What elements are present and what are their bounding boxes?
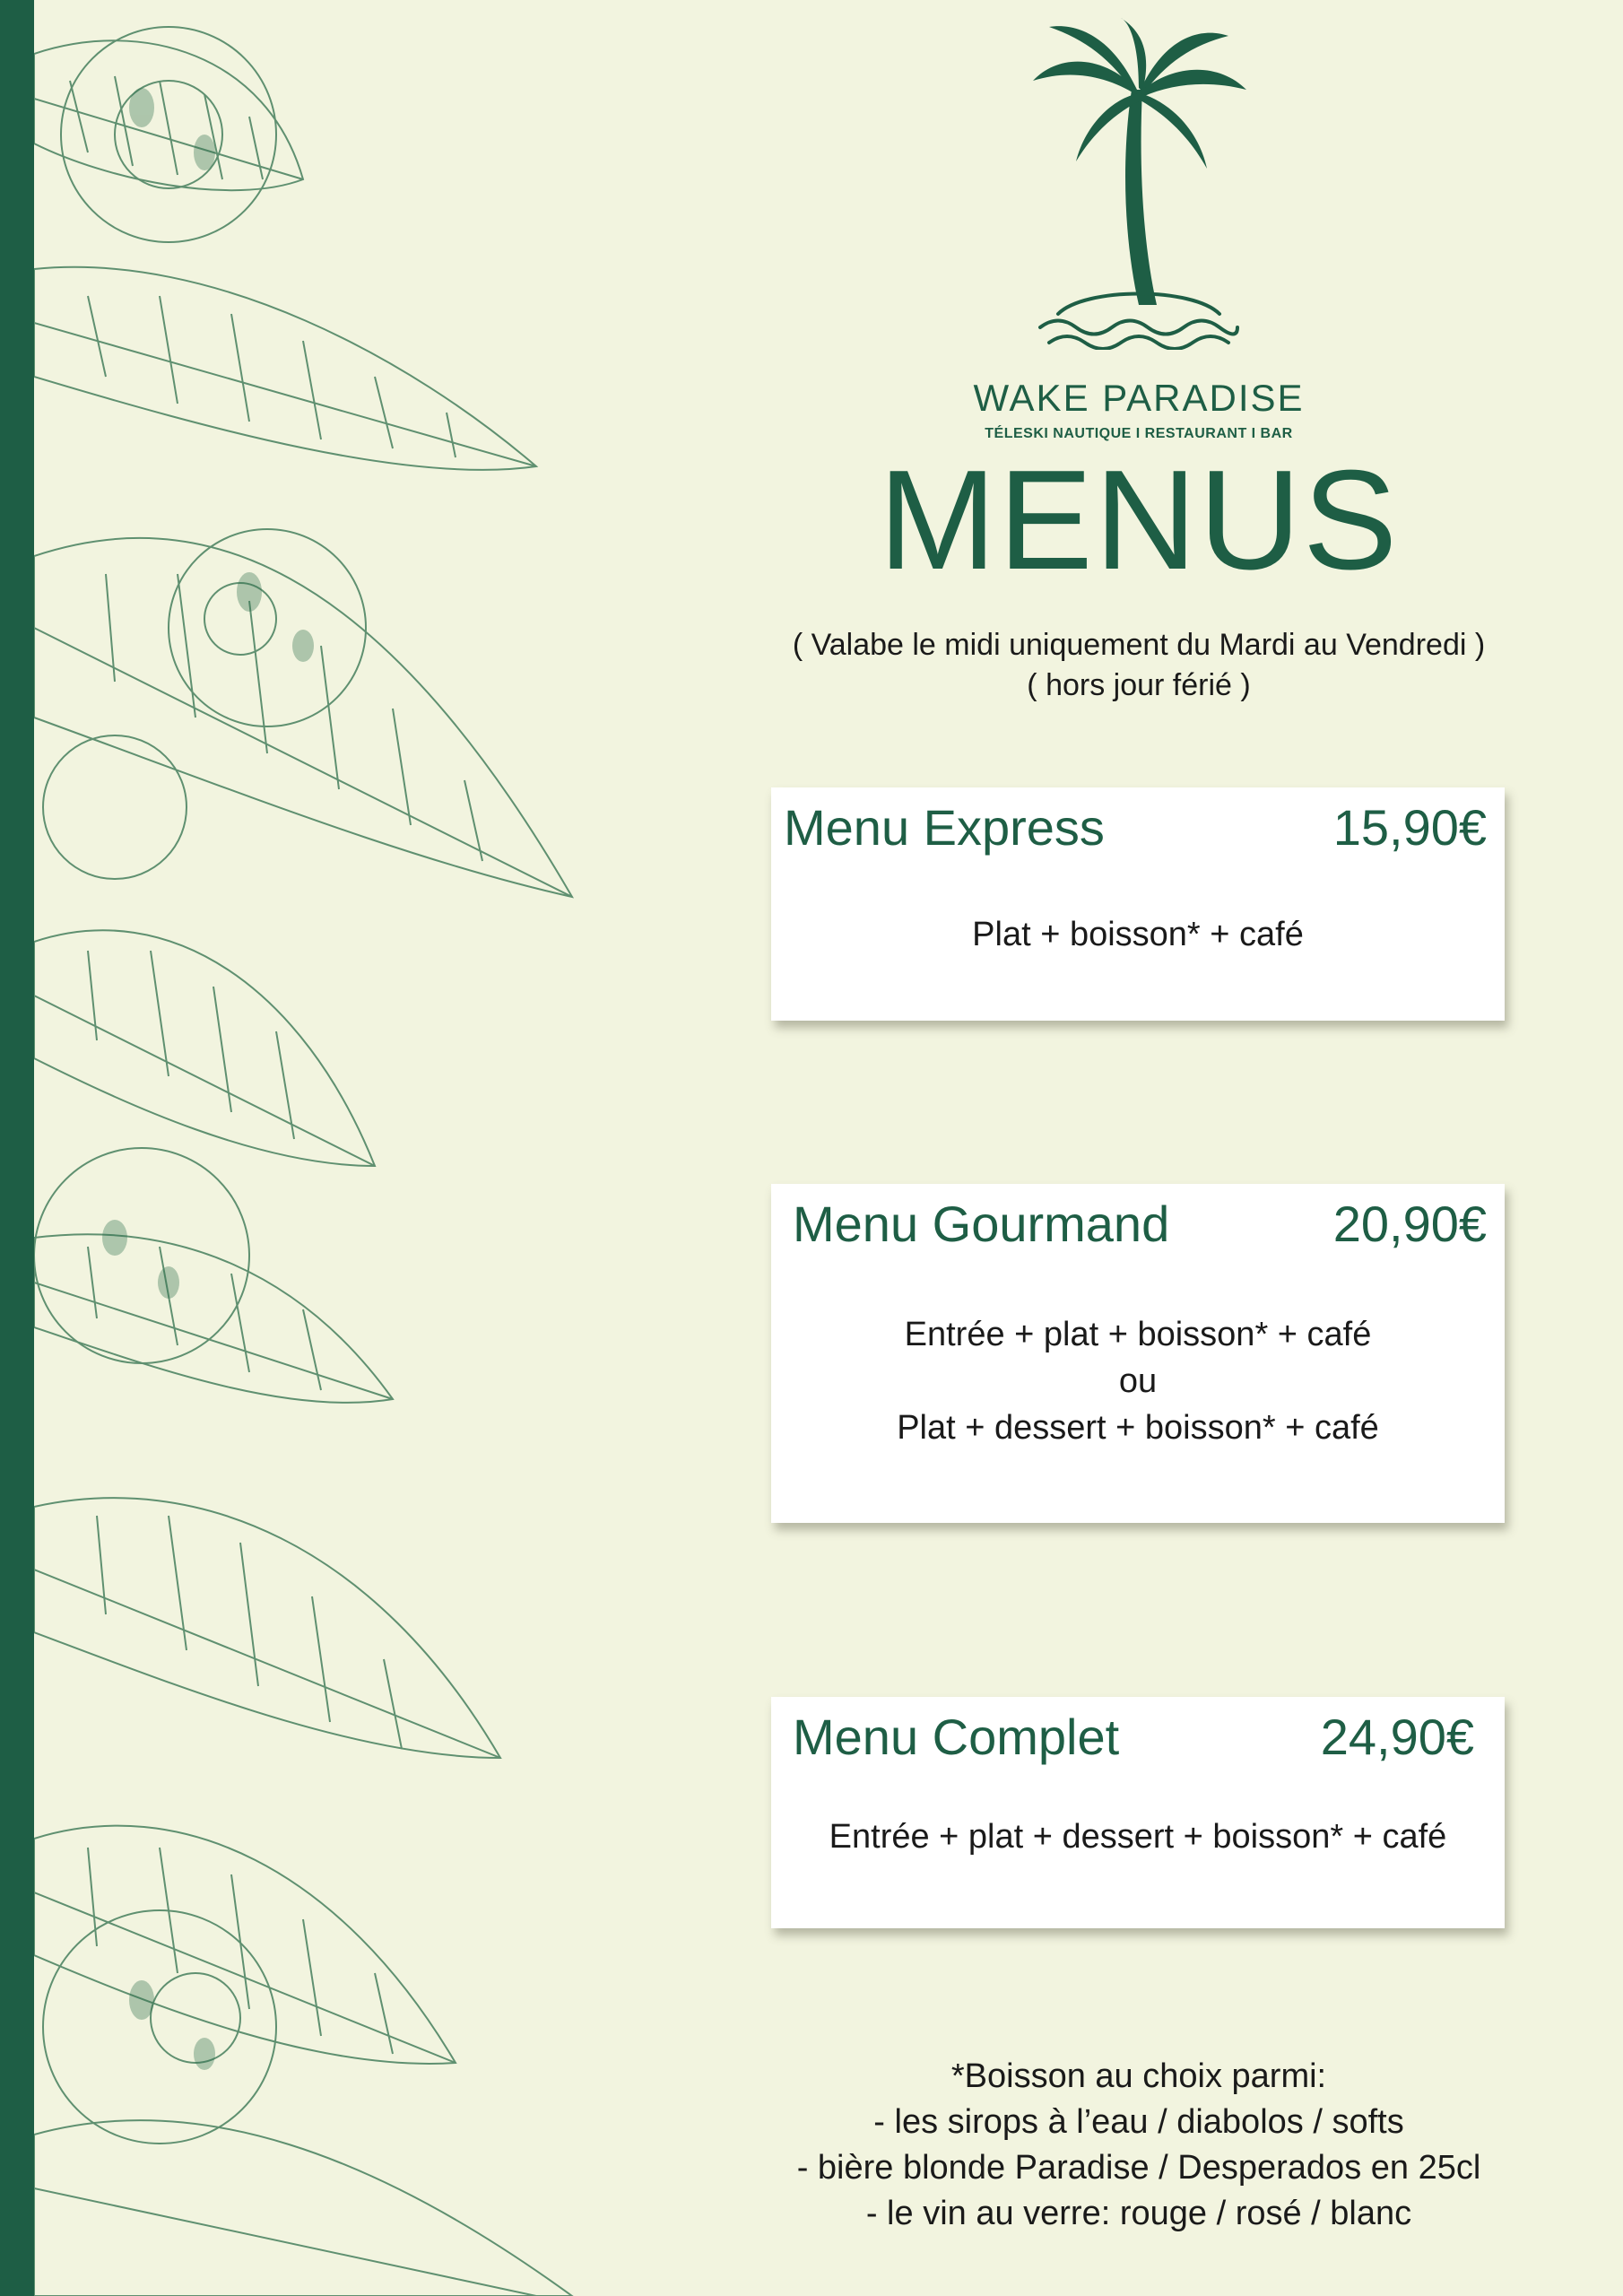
drinks-footnote xyxy=(771,2054,1506,2237)
menu-description xyxy=(771,1813,1505,1860)
palm-tree-icon xyxy=(1031,18,1246,350)
validity-note-line1: ( Valabe le midi uniquement du Mardi au Vendredi ) xyxy=(792,628,1486,662)
menu-line: Entrée + plat + dessert + boisson* + café xyxy=(829,1818,1447,1856)
brand-name: WAKE PARADISE xyxy=(973,377,1305,419)
menu-line: Entrée + plat + boisson* + café xyxy=(904,1316,1372,1353)
menu-description xyxy=(771,911,1505,958)
left-border-stripe xyxy=(0,0,34,2296)
brand-tagline: TÉLESKI NAUTIQUE I RESTAURANT I BAR xyxy=(985,426,1293,441)
menu-card-complet xyxy=(771,1697,1505,1928)
drinks-item: - les sirops à l’eau / diabolos / softs xyxy=(873,2103,1404,2141)
menu-price: 20,90€ xyxy=(1332,1196,1487,1252)
drinks-item: - bière blonde Paradise / Desperados en 25cl xyxy=(796,2149,1481,2187)
menu-line: ou xyxy=(1118,1362,1158,1400)
menu-name: Menu Express xyxy=(784,799,1105,856)
menu-card-gourmand xyxy=(771,1184,1505,1523)
tropical-leaves-illustration xyxy=(34,0,608,2296)
drinks-heading: *Boisson au choix parmi: xyxy=(950,2057,1327,2095)
page-title: MENUS xyxy=(878,441,1400,599)
drinks-item: - le vin au verre: rouge / rosé / blanc xyxy=(865,2195,1412,2232)
menu-name: Menu Gourmand xyxy=(793,1196,1170,1252)
menu-card-express xyxy=(771,787,1505,1021)
validity-note-line2: ( hors jour férié ) xyxy=(1027,668,1251,702)
brand-logo xyxy=(950,18,1327,441)
menu-name: Menu Complet xyxy=(793,1709,1120,1765)
menu-description xyxy=(771,1311,1505,1451)
menu-price: 15,90€ xyxy=(1332,799,1487,856)
menu-price: 24,90€ xyxy=(1320,1709,1474,1765)
menu-line: Plat + dessert + boisson* + café xyxy=(897,1409,1379,1447)
menu-line: Plat + boisson* + café xyxy=(972,916,1304,953)
